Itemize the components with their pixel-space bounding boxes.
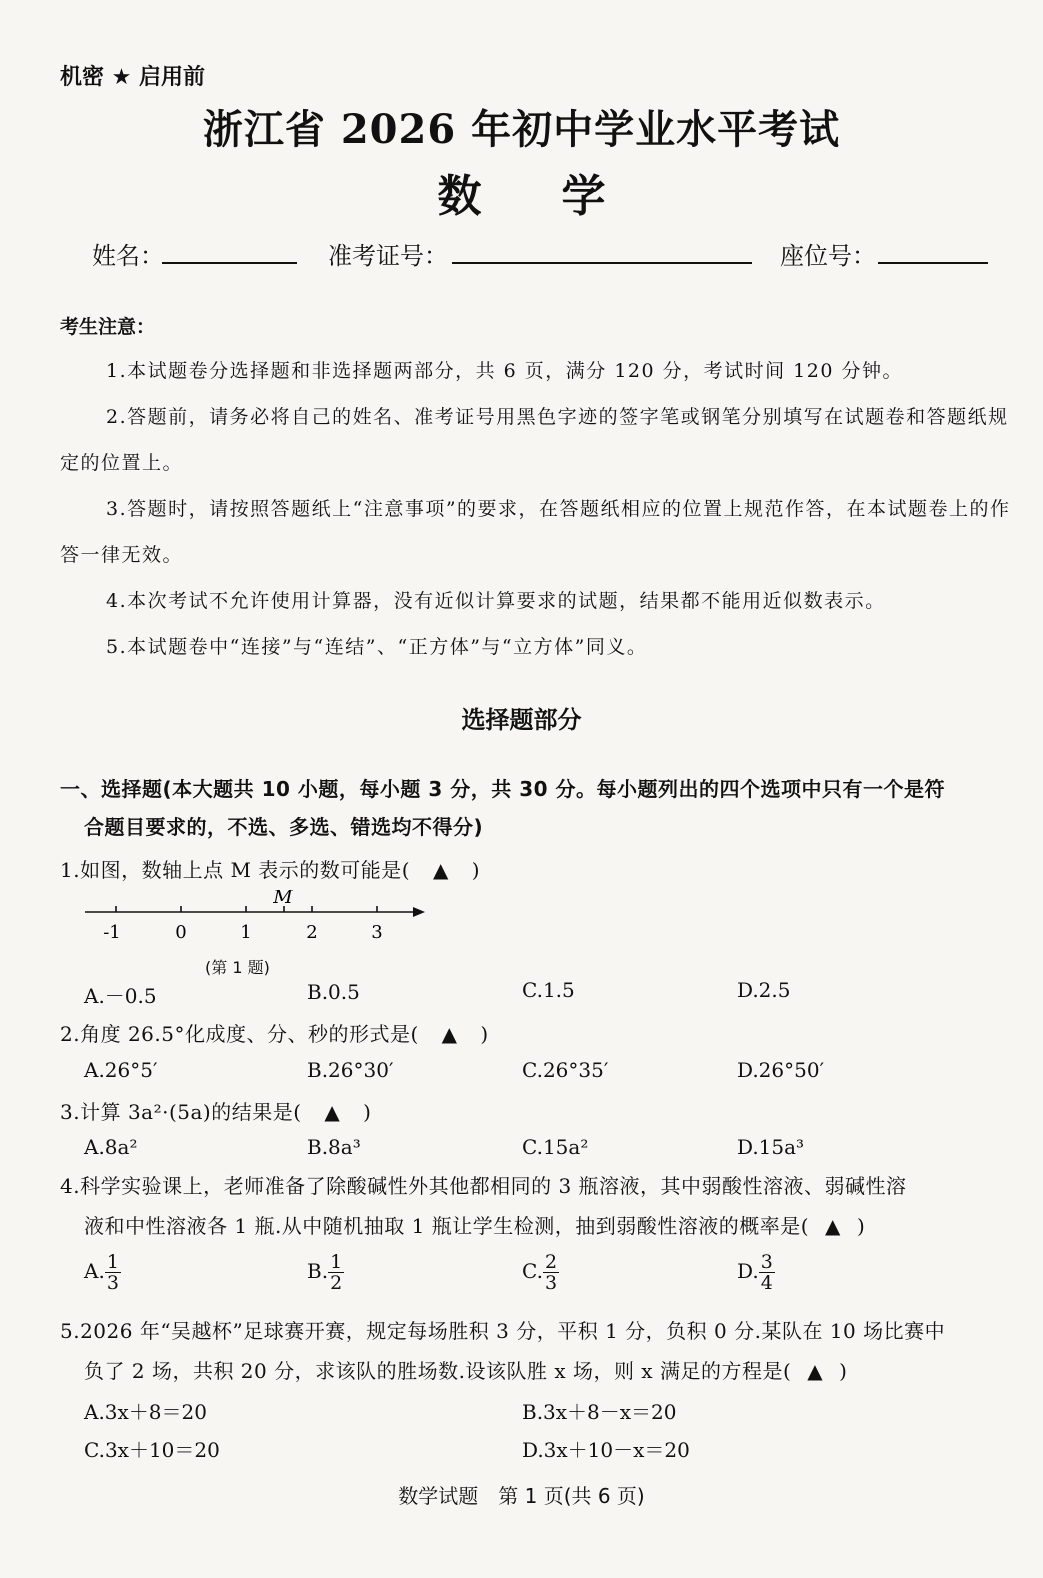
option-b[interactable]: B.8a³ — [307, 1135, 361, 1159]
question-5 — [60, 1311, 1020, 1391]
option-letter: A. — [84, 1259, 105, 1283]
option-a[interactable]: A.－0.5 — [84, 984, 157, 1008]
seat-label: 座位号： — [780, 242, 876, 270]
option-c[interactable]: C.1.5 — [522, 978, 575, 1002]
option-c[interactable]: C.26°35′ — [522, 1058, 609, 1082]
question-3 — [60, 1096, 371, 1125]
exam-title: 浙江省 2026 年初中学业水平考试 — [202, 106, 841, 153]
question-1-close: ) — [471, 858, 480, 882]
option-a[interactable]: A.3x＋8＝20 — [84, 1400, 207, 1424]
option-letter: C. — [522, 1259, 543, 1283]
option-d[interactable]: D.2.5 — [737, 978, 791, 1002]
number-line-figure — [80, 890, 440, 954]
answer-mark-icon: ▲ — [825, 1214, 841, 1238]
option-b[interactable]: B.3x＋8－x＝20 — [522, 1400, 677, 1424]
fraction — [105, 1252, 121, 1293]
numerator: 1 — [106, 1251, 119, 1273]
question-4-line-1: 4.科学实验课上，老师准备了除酸碱性外其他都相同的 3 瓶溶液，其中弱酸性溶液、弱碱性溶 — [60, 1174, 907, 1198]
option-a[interactable]: A.8a² — [84, 1135, 138, 1159]
tick-label: 3 — [371, 922, 383, 943]
numerator: 3 — [760, 1251, 773, 1273]
question-4 — [60, 1166, 1020, 1246]
answer-mark-icon: ▲ — [807, 1359, 824, 1383]
ticket-blank[interactable] — [452, 262, 752, 264]
answer-mark-icon: ▲ — [324, 1100, 341, 1124]
tick-label: 1 — [240, 922, 252, 943]
notice-item-4: 4.本次考试不允许使用计算器，没有近似计算要求的试题，结果都不能用近似数表示。 — [106, 590, 886, 612]
name-blank[interactable] — [162, 262, 297, 264]
denominator: 3 — [106, 1272, 119, 1294]
question-4-line-2 — [60, 1206, 1020, 1246]
figure-caption: (第 1 题) — [205, 958, 270, 977]
option-b[interactable] — [307, 1252, 344, 1293]
option-letter: B. — [307, 1259, 329, 1283]
question-1-stem: 1.如图，数轴上点 M 表示的数可能是( — [60, 858, 411, 882]
question-2-stem: 2.角度 26.5°化成度、分、秒的形式是( — [60, 1022, 419, 1046]
question-5-line-2-text: 负了 2 场，共积 20 分，求该队的胜场数.设该队胜 x 场，则 x 满足的方程是( — [84, 1359, 792, 1383]
option-a[interactable] — [84, 1252, 121, 1293]
option-c[interactable]: C.15a² — [522, 1135, 589, 1159]
option-d[interactable]: D.26°50′ — [737, 1058, 825, 1082]
option-d[interactable]: D.15a³ — [737, 1135, 805, 1159]
subject-title: 数学 — [437, 171, 686, 222]
tick-label: 2 — [306, 922, 318, 943]
tick-label: -1 — [103, 922, 121, 943]
question-3-close: ) — [363, 1100, 372, 1124]
page-footer: 数学试题 第 1 页(共 6 页) — [398, 1484, 645, 1508]
question-2-close: ) — [480, 1022, 489, 1046]
option-c[interactable] — [522, 1252, 559, 1293]
question-5-close: ) — [839, 1359, 848, 1383]
question-2 — [60, 1018, 489, 1047]
question-5-line-2 — [60, 1351, 1020, 1391]
notice-item-2: 2.答题前，请务必将自己的姓名、准考证号用黑色字迹的签字笔或钢笔分别填写在试题卷和答题纸规定的位置上。 — [60, 406, 1009, 474]
name-label: 姓名： — [92, 242, 164, 270]
seat-blank[interactable] — [878, 262, 988, 264]
notice-item-5: 5.本试题卷中“连接”与“连结”、“正方体”与“立方体”同义。 — [106, 636, 648, 658]
option-a[interactable]: A.26°5′ — [84, 1058, 158, 1082]
question-5-line-1: 5.2026 年“吴越杯”足球赛开赛，规定每场胜积 3 分，平积 1 分，负积 0 分.某队在 10 场比赛中 — [60, 1319, 946, 1343]
notice-title: 考生注意： — [60, 316, 156, 338]
denominator: 4 — [760, 1272, 773, 1294]
option-b[interactable]: B.0.5 — [307, 980, 360, 1004]
section-title: 选择题部分 — [461, 706, 582, 734]
option-letter: D. — [737, 1259, 759, 1283]
fraction — [759, 1252, 775, 1293]
part-line-2: 合题目要求的，不选、多选、错选均不得分) — [84, 815, 484, 839]
point-m-label: M — [273, 890, 293, 908]
question-1 — [60, 854, 480, 883]
option-d[interactable]: D.3x＋10－x＝20 — [522, 1438, 690, 1462]
tick-label: 0 — [175, 922, 187, 943]
denominator: 3 — [544, 1272, 558, 1294]
answer-mark-icon: ▲ — [441, 1022, 458, 1046]
notice-item-3: 3.答题时，请按照答题纸上“注意事项”的要求，在答题纸相应的位置上规范作答，在本试题卷上的作答一律无效。 — [60, 498, 1011, 566]
question-4-line-2-text: 液和中性溶液各 1 瓶.从中随机抽取 1 瓶让学生检测，抽到弱酸性溶液的概率是( — [84, 1214, 810, 1238]
notice-item-1: 1.本试题卷分选择题和非选择题两部分，共 6 页，满分 120 分，考试时间 120 分钟。 — [106, 360, 903, 382]
question-4-close: ) — [856, 1214, 866, 1238]
part-instructions — [60, 770, 1025, 846]
numerator: 2 — [544, 1251, 558, 1273]
fraction — [543, 1252, 559, 1293]
option-d[interactable] — [737, 1252, 775, 1293]
option-b[interactable]: B.26°30′ — [307, 1058, 394, 1082]
confidential-mark: 机密 ★ 启用前 — [60, 65, 206, 90]
part-line-1: 一、选择题(本大题共 10 小题，每小题 3 分，共 30 分。每小题列出的四个选项中只有一个是符 — [60, 777, 945, 801]
answer-mark-icon: ▲ — [432, 858, 449, 882]
ticket-label: 准考证号： — [328, 242, 448, 270]
number-line-arrow-icon — [413, 907, 425, 917]
question-3-stem: 3.计算 3a²·(5a)的结果是( — [60, 1100, 302, 1124]
denominator: 2 — [330, 1272, 343, 1294]
numerator: 1 — [330, 1251, 343, 1273]
fraction — [328, 1252, 344, 1293]
option-c[interactable]: C.3x＋10＝20 — [84, 1438, 220, 1462]
